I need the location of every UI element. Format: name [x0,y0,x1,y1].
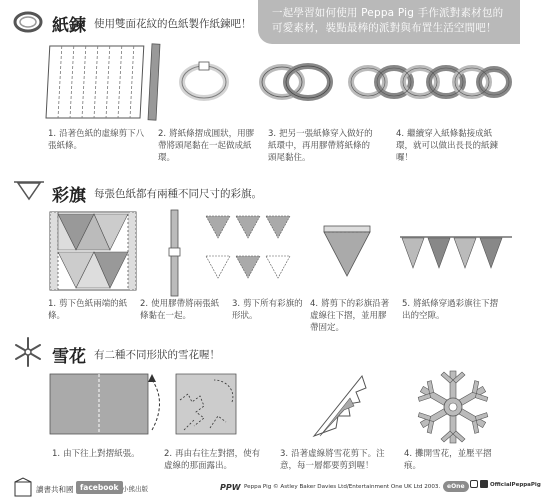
official-handle: OfficialPeppaPig [490,482,541,488]
facebook-icon[interactable] [480,480,488,488]
chain-step4-chain [346,54,514,110]
bunting-step-1: 1. 剪下色紙兩端的紙條。 [48,299,128,321]
banner-line-2: 可愛素材，裝點最棒的派對與布置生活空間吧！ [272,22,497,34]
bunting-desc: 每張色紙都有兩種不同尺寸的彩旗。 [94,188,262,200]
bunting-step-2: 2. 使用膠帶將兩張紙條黏在一起。 [140,299,220,321]
snowflake-step2-folded [174,372,240,438]
footer [0,478,541,500]
bunting-step-5: 5. 將紙條穿過彩旗往下摺出的空隙。 [402,299,499,321]
chain-step-2: 2. 將紙條摺成圓狀，用膠帶將頭尾黏在一起做成紙環。 [158,129,255,163]
facebook-sub: 小熊出版 [122,485,148,493]
bunting-step-3: 3. 剪下所有彩旗的形狀。 [232,299,303,321]
publisher-name: 讀書共和國 [36,485,74,494]
banner-line-1: 一起學習如何使用 Peppa Pig 手作派對素材包的 [272,7,504,19]
chain-step-1: 1. 沿著色紙的虛線剪下八張紙條。 [48,129,145,151]
snowflake-desc: 有二種不同形狀的雪花喔！ [94,349,220,361]
snowflake-step1-paper [48,372,162,438]
chain-step-3: 3. 把另一張紙條穿入做好的紙環中，再用膠帶將紙條的頭尾黏住。 [268,129,373,163]
chain-step-4: 4. 繼續穿入紙條黏接成紙環，就可以做出長長的紙鍊囉！ [396,129,499,163]
bunting-step2-strip [166,208,184,300]
top-banner [258,0,520,44]
instagram-icon[interactable] [470,480,478,488]
bunting-step4-flag [322,224,372,280]
bunting-step5-garland [398,234,514,274]
snowflake-title: 雪花 [52,347,86,367]
chain-step2-ring [176,56,232,106]
chain-step3-rings [256,52,336,110]
snowflake-icon [12,336,44,368]
snowflake-step3-wedge [310,372,370,440]
snowflake-header [52,342,220,367]
publisher-logo-icon [12,478,34,498]
snowflake-step-2: 2. 再由右往左對摺，使有虛線的那面露出。 [164,449,261,471]
bunting-step-4: 4. 將剪下的彩旗沿著虛線往下摺，並用膠帶固定。 [310,299,390,333]
bunting-step1-sheet [48,210,138,292]
eone-logo: eOne [443,481,469,492]
snowflake-step-1: 1. 由下往上對摺紙張。 [52,449,140,459]
bunting-header [52,181,262,206]
chain-header [52,11,252,36]
snowflake-step4-final [414,368,492,446]
copyright: Peppa Pig © Astley Baker Davies Ltd/Entertainment One UK Ltd 2003. [244,484,441,490]
bunting-step3-flags [204,212,292,292]
pennant-icon [12,178,46,202]
snowflake-step-4: 4. 攤開雪花，並壓平摺痕。 [404,449,492,471]
facebook-badge[interactable]: facebook [76,481,123,494]
ppw-logo: PPW [220,483,241,492]
chain-step1-illustration [46,42,164,122]
chain-desc: 使用雙面花紋的色紙製作紙鍊吧！ [94,18,252,30]
ring-icon [12,10,46,34]
chain-title: 紙鍊 [52,16,86,36]
bunting-title: 彩旗 [52,186,86,206]
snowflake-step-3: 3. 沿著虛線將雪花剪下。注意，每一層都要剪到喔！ [280,449,385,471]
